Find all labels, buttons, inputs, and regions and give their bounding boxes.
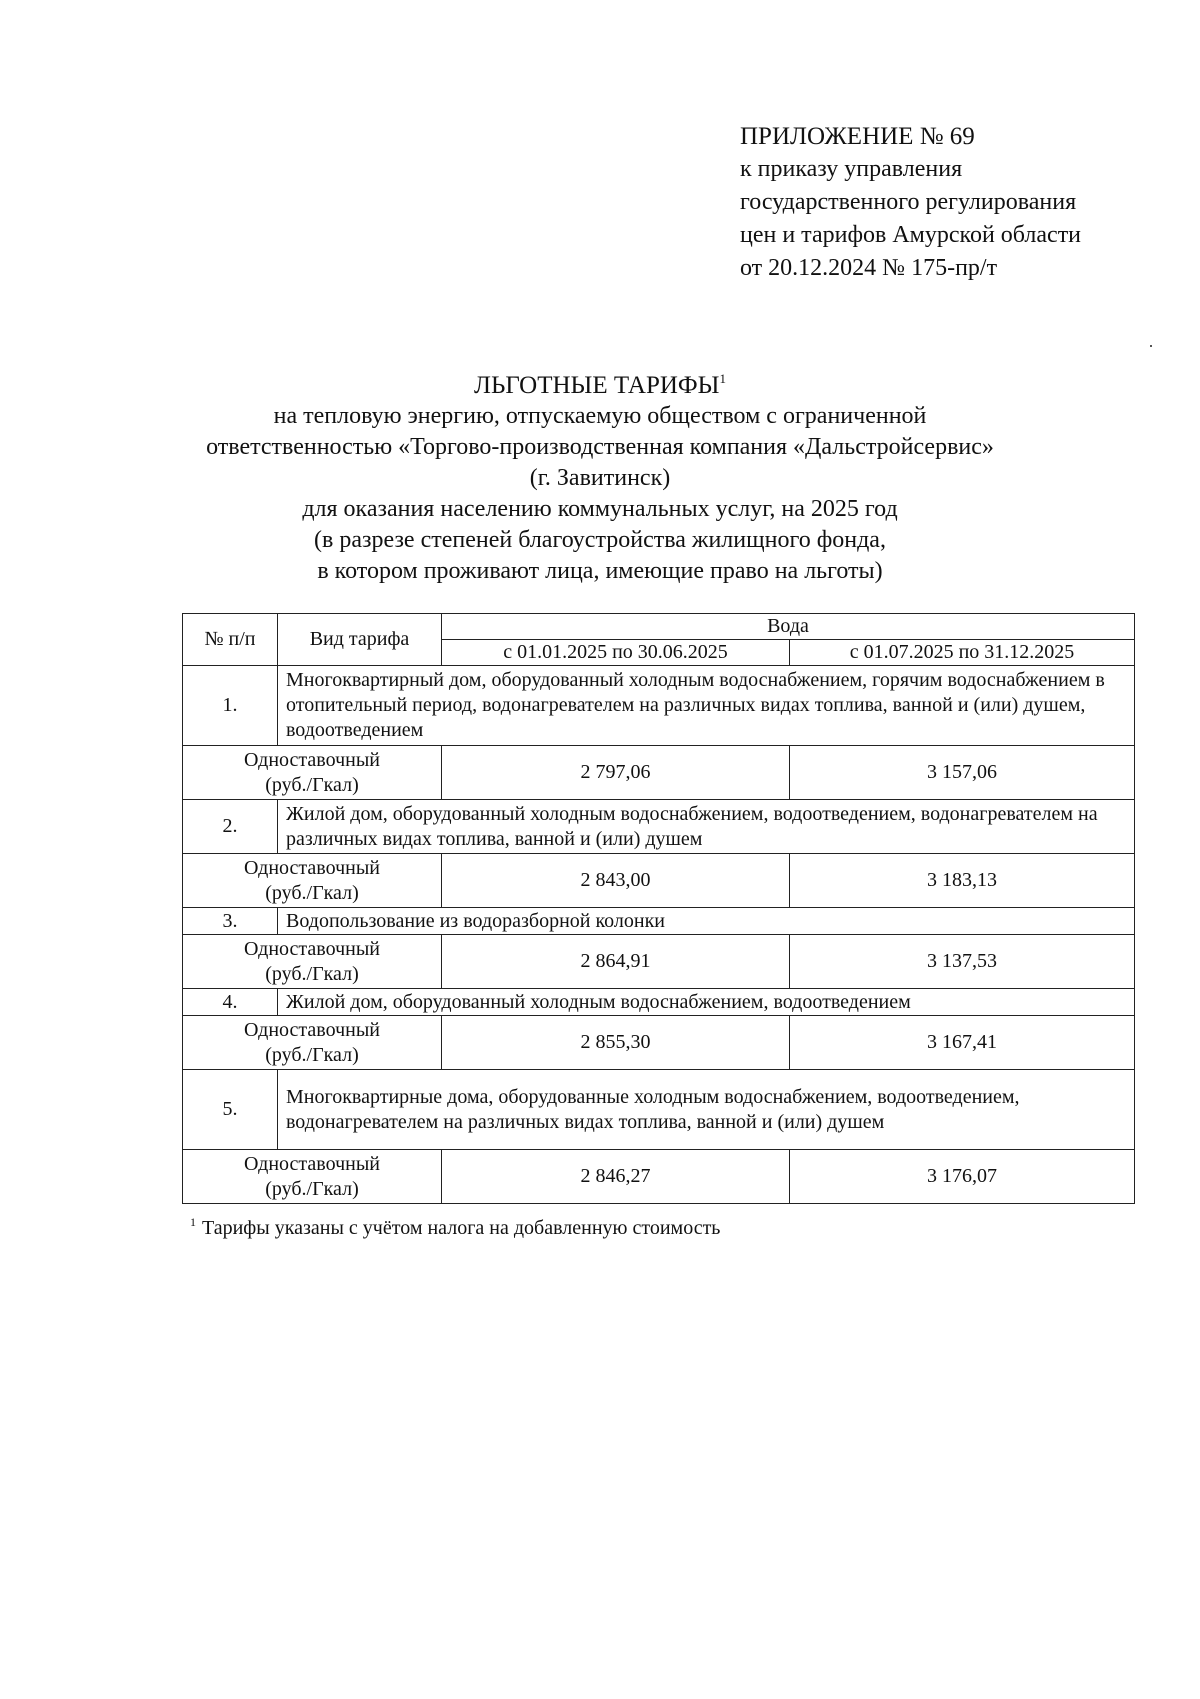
row-num: 3. [183,908,278,935]
tariff-unit: (руб./Гкал) [265,1177,359,1200]
tariff-value-period-1: 2 843,00 [442,854,790,908]
row-num: 5. [183,1070,278,1150]
tariff-value-period-1: 2 797,06 [442,746,790,800]
appendix-line: цен и тарифов Амурской области [740,222,1082,248]
row-description: Многоквартирный дом, оборудованный холодным водоснабжением, горячим водоснабжением в отопительный период, водонагревателем на различных видах топлива, ванной и (или) душем, водоотведением [278,666,1135,746]
table-header-row [183,614,1135,640]
footnote-text: Тарифы указаны с учётом налога на добавленную стоимость [202,1217,721,1239]
tariff-value-period-2: 3 137,53 [790,935,1135,989]
footnote [190,1215,720,1241]
row-description: Многоквартирные дома, оборудованные холодным водоснабжением, водоотведением, водонагревателем на различных видах топлива, ванной и (или) душем [278,1070,1135,1150]
tariff-value-period-2: 3 167,41 [790,1016,1135,1070]
title-line: (в разрезе степеней благоустройства жилищного фонда, [314,527,886,553]
header-period-2: с 01.07.2025 по 31.12.2025 [790,640,1135,666]
table-row [183,666,1135,746]
tariff-name-cell [183,746,442,800]
title-line: (г. Завитинск) [529,465,671,491]
document-title-text: ЛЬГОТНЫЕ ТАРИФЫ [474,372,720,399]
tariff-unit: (руб./Гкал) [265,962,359,985]
document-title [150,370,1050,401]
tariff-name-cell [183,1016,442,1070]
tariff-value-period-1: 2 846,27 [442,1150,790,1204]
tariff-name: Одноставочный [244,937,380,960]
table-row [183,1150,1135,1204]
table-row [183,908,1135,935]
tariff-unit: (руб./Гкал) [265,881,359,904]
tariff-table [182,613,1135,1204]
tariff-name: Одноставочный [244,856,380,879]
footnote-mark: 1 [190,1215,196,1229]
tariff-unit: (руб./Гкал) [265,773,359,796]
tariff-name: Одноставочный [244,748,380,771]
header-period-1: с 01.01.2025 по 30.06.2025 [442,640,790,666]
title-footnote-mark: 1 [719,371,726,386]
header-num: № п/п [183,614,278,666]
row-description: Водопользование из водоразборной колонки [278,908,1135,935]
header-group-water: Вода [442,614,1135,640]
tariff-unit: (руб./Гкал) [265,1043,359,1066]
tariff-value-period-2: 3 176,07 [790,1150,1135,1204]
title-line: для оказания населению коммунальных услуг, на 2025 год [302,496,898,522]
title-line: на тепловую энергию, отпускаемую обществом с ограниченной [273,403,927,429]
appendix-line: к приказу управления [740,156,963,182]
document-title-block [150,370,1050,587]
table-row [183,935,1135,989]
table-row [183,854,1135,908]
tariff-name: Одноставочный [244,1152,380,1175]
appendix-line: государственного регулирования [740,189,1077,215]
table-row [183,746,1135,800]
tariff-value-period-1: 2 855,30 [442,1016,790,1070]
row-description: Жилой дом, оборудованный холодным водоснабжением, водоотведением [278,989,1135,1016]
row-description: Жилой дом, оборудованный холодным водоснабжением, водоотведением, водонагревателем на различных видах топлива, ванной и (или) душем [278,800,1135,854]
title-line: ответственностью «Торгово-производственная компания «Дальстройсервис» [206,434,994,460]
scan-speck [1150,345,1152,347]
tariff-name: Одноставочный [244,1018,380,1041]
header-type: Вид тарифа [278,614,442,666]
tariff-value-period-1: 2 864,91 [442,935,790,989]
row-num: 2. [183,800,278,854]
tariff-name-cell [183,935,442,989]
row-num: 1. [183,666,278,746]
table-row [183,989,1135,1016]
title-line: в котором проживают лица, имеющие право на льготы) [317,558,883,584]
table-row [183,800,1135,854]
appendix-block [740,120,1081,285]
tariff-value-period-2: 3 183,13 [790,854,1135,908]
row-num: 4. [183,989,278,1016]
tariff-name-cell [183,854,442,908]
appendix-line: от 20.12.2024 № 175-пр/т [740,255,998,281]
appendix-heading: ПРИЛОЖЕНИЕ № 69 [740,123,975,150]
tariff-value-period-2: 3 157,06 [790,746,1135,800]
table-row [183,1016,1135,1070]
table-row [183,1070,1135,1150]
tariff-name-cell [183,1150,442,1204]
